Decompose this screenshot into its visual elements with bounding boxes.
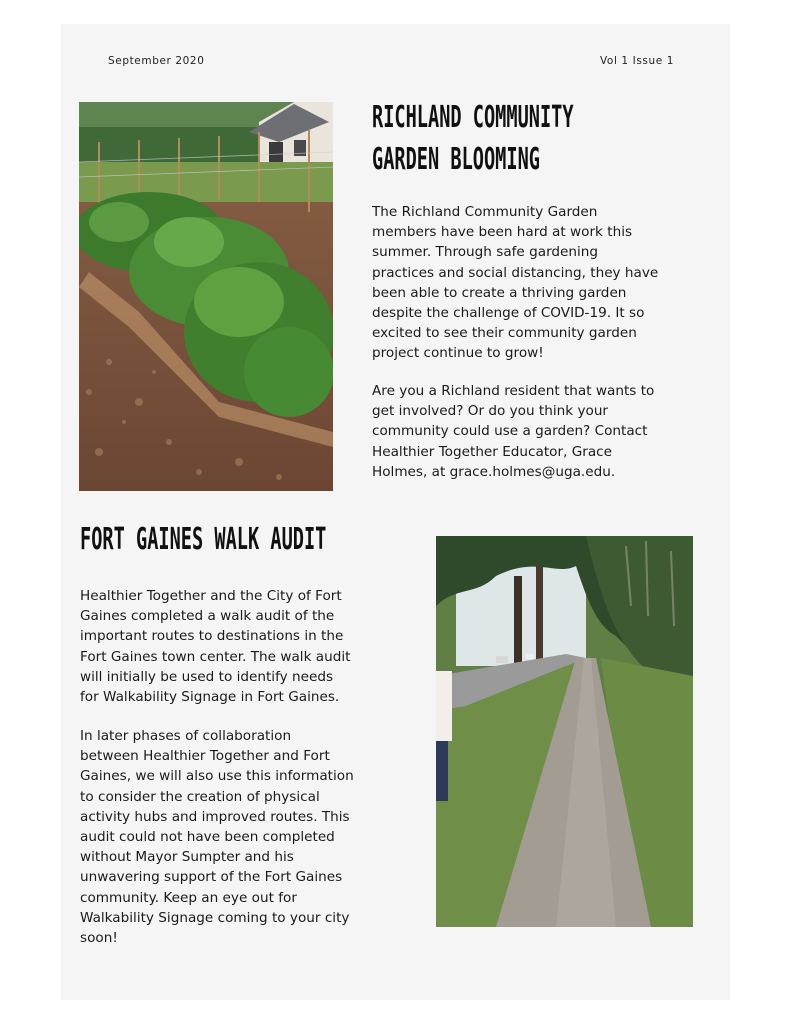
text-line: In later phases of collaboration [80, 728, 292, 744]
text-line: important routes to destinations in the [80, 628, 344, 645]
text-line: community could use a garden? Contact [372, 423, 648, 440]
text-line: Gaines, we will also use this information [80, 768, 354, 785]
garden-paragraph-1 [372, 202, 718, 364]
text-line: excited to see their community garden [372, 325, 637, 342]
walk-audit-paragraph-1 [80, 586, 416, 707]
text-line: get involved? Or do you think your [372, 403, 609, 420]
text-line: been able to create a thriving garden [372, 284, 627, 301]
article-title-garden-line2: GARDEN BLOOMING [372, 142, 540, 177]
issue-number: Vol 1 Issue 1 [599, 55, 674, 67]
garden-photo [79, 102, 333, 491]
text-line: Fort Gaines town center. The walk audit [80, 648, 351, 665]
text-line: despite the challenge of COVID-19. It so [372, 305, 645, 322]
text-line: Are you a Richland resident that wants to [372, 383, 655, 399]
text-line: between Healthier Together and Fort [80, 748, 330, 765]
text-line: for Walkability Signage in Fort Gaines. [80, 689, 340, 706]
text-line: practices and social distancing, they have [372, 264, 659, 281]
text-line: Gaines completed a walk audit of the [80, 608, 335, 625]
text-line: project continue to grow! [372, 345, 544, 362]
walk-audit-paragraph-2 [80, 726, 416, 948]
article-title-walk-audit: FORT GAINES WALK AUDIT [80, 522, 327, 557]
text-line: activity hubs and improved routes. This [80, 808, 350, 825]
text-line: soon! [80, 930, 118, 947]
text-line: to consider the creation of physical [80, 788, 320, 805]
text-line: will initially be used to identify needs [80, 668, 334, 685]
article-title-garden [372, 97, 574, 181]
text-line: Healthier Together and the City of Fort [80, 588, 342, 604]
text-line: members have been hard at work this [372, 224, 633, 241]
newsletter-page [61, 24, 730, 1000]
text-line: unwavering support of the Fort Gaines [80, 869, 343, 886]
text-line: without Mayor Sumpter and his [80, 849, 294, 866]
text-line: community. Keep an eye out for [80, 889, 297, 906]
text-line: The Richland Community Garden [372, 204, 598, 220]
text-line: Walkability Signage coming to your city [80, 909, 350, 926]
text-line: Holmes, at grace.holmes@uga.edu. [372, 463, 616, 480]
sidewalk-photo [436, 536, 693, 927]
issue-date: September 2020 [108, 55, 205, 67]
garden-paragraph-2 [372, 381, 718, 482]
article-title-garden-line1: RICHLAND COMMUNITY [372, 100, 574, 135]
text-line: audit could not have been completed [80, 829, 335, 846]
text-line: Healthier Together Educator, Grace [372, 443, 613, 460]
text-line: summer. Through safe gardening [372, 244, 599, 261]
